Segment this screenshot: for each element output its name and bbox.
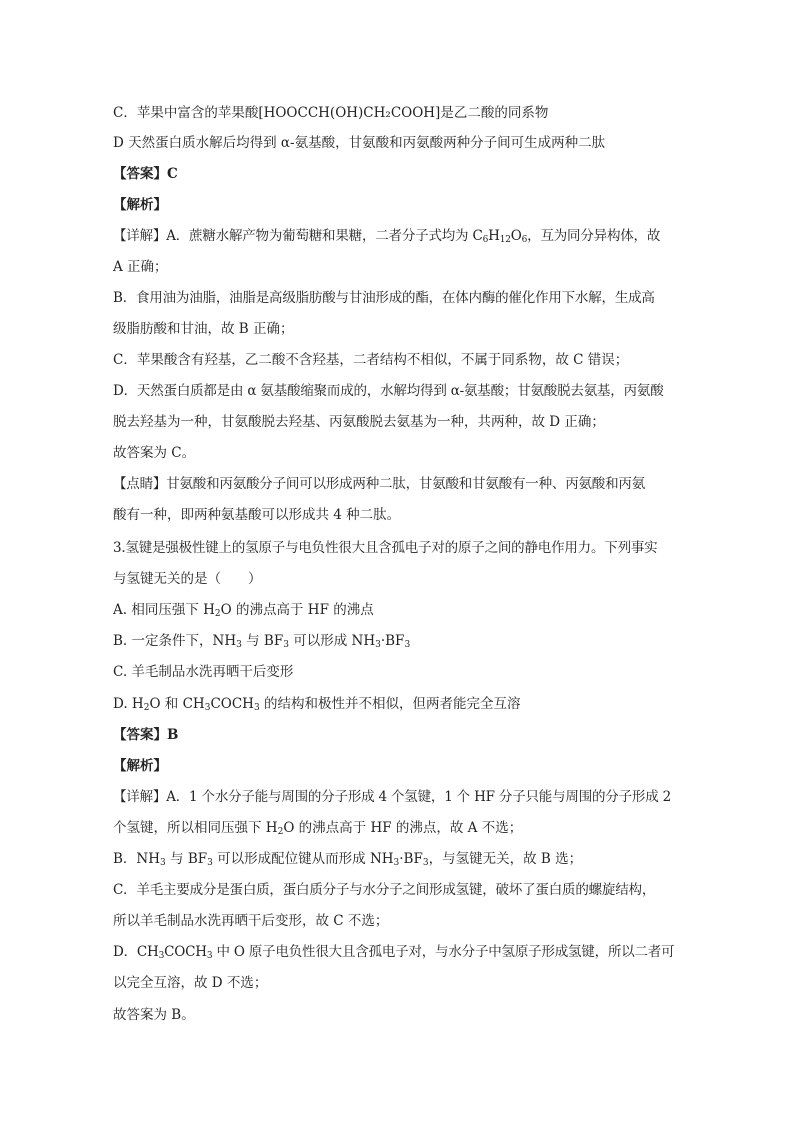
q3-detail-c-line1: C．羊毛主要成分是蛋白质，蛋白质分子与水分子之间形成氢键，破坏了蛋白质的螺旋结构， <box>113 882 656 898</box>
q3-analysis-heading: 【解析】 <box>113 758 167 774</box>
q2-detail-a-line2: A 正确； <box>113 259 168 275</box>
q3-conclusion: 故答案为 B。 <box>113 1007 195 1023</box>
q2-option-d: D 天然蛋白质水解后均得到 α-氨基酸，甘氨酸和丙氨酸两种分子间可生成两种二肽 <box>113 135 606 151</box>
q2-detail-d-line2: 脱去羟基为一种，甘氨酸脱去羟基、丙氨酸脱去氨基为一种，共两种，故 D 正确； <box>113 414 605 430</box>
q3-detail-c-line2: 所以羊毛制品水洗再晒干后变形，故 C 不选； <box>113 913 389 929</box>
q2-detail-c: C．苹果酸含有羟基，乙二酸不含羟基，二者结构不相似，不属于同系物，故 C 错误； <box>113 352 629 368</box>
q2-option-c: C．苹果中富含的苹果酸[HOOCCH(OH)CH₂COOH]是乙二酸的同系物 <box>113 105 549 121</box>
q3-option-c: C. 羊毛制品水洗再晒干后变形 <box>113 664 294 680</box>
q3-detail-a-line2: 个氢键，所以相同压强下 $H_2O$ 的沸点高于 HF 的沸点，故 A 不选； <box>113 820 523 837</box>
q2-note-line2: 酸有一种，即两种氨基酸可以形成共 4 种二肽。 <box>113 507 401 523</box>
q3-detail-a-line1: 【详解】A．1 个水分子能与周围的分子形成 4 个氢键，1 个 HF 分子只能与周围的分子形成 2 <box>113 789 671 805</box>
q3-answer: 【答案】B <box>113 727 179 743</box>
q2-detail-b-line1: B．食用油为油脂，油脂是高级脂肪酸与甘油形成的酯，在体内酶的催化作用下水解，生成高 <box>113 290 655 306</box>
q3-option-b: B. 一定条件下，$NH_3$ 与 $BF_3$ 可以形成 $NH_3\cdot BF_3$ <box>113 633 411 650</box>
q2-detail-a-line1: 【详解】A．蔗糖水解产物为葡萄糖和果糖，二者分子式均为 $C_6H_{12}O_6$，互为同分异构体，故 <box>113 228 661 245</box>
q3-stem-line2: 与氢键无关的是（ ） <box>113 571 262 587</box>
q2-detail-b-line2: 级脂肪酸和甘油，故 B 正确； <box>113 321 294 337</box>
q3-stem-line1: 3.氢键是强极性键上的氢原子与电负性很大且含孤电子对的原子之间的静电作用力。下列事实 <box>113 540 658 556</box>
q3-detail-d-line1: D．$CH_3COCH_3$ 中 O 原子电负性很大且含孤电子对，与水分子中氢原子形成氢键，所以二者可 <box>113 944 675 961</box>
q3-option-a: A. 相同压强下 $H_2O$ 的沸点高于 HF 的沸点 <box>113 602 374 619</box>
q3-detail-b: B．$NH_3$ 与 $BF_3$ 可以形成配位键从而形成 $NH_3\cdot BF_3$，与氢键无关，故 B 选； <box>113 851 583 868</box>
q2-answer: 【答案】C <box>113 166 178 182</box>
q3-option-d: D. $H_2O$ 和 $CH_3COCH_3$ 的结构和极性并不相似，但两者能完全互溶 <box>113 696 521 713</box>
q2-analysis-heading: 【解析】 <box>113 197 167 213</box>
q2-note-line1: 【点睛】甘氨酸和丙氨酸分子间可以形成两种二肽，甘氨酸和甘氨酸有一种、丙氨酸和丙氨 <box>113 476 645 492</box>
q2-conclusion: 故答案为 C。 <box>113 445 196 461</box>
q3-detail-d-line2: 以完全互溶，故 D 不选； <box>113 975 268 991</box>
q2-detail-d-line1: D．天然蛋白质都是由 α 氨基酸缩聚而成的，水解均得到 α-氨基酸；甘氨酸脱去氨基，丙氨酸 <box>113 383 664 399</box>
